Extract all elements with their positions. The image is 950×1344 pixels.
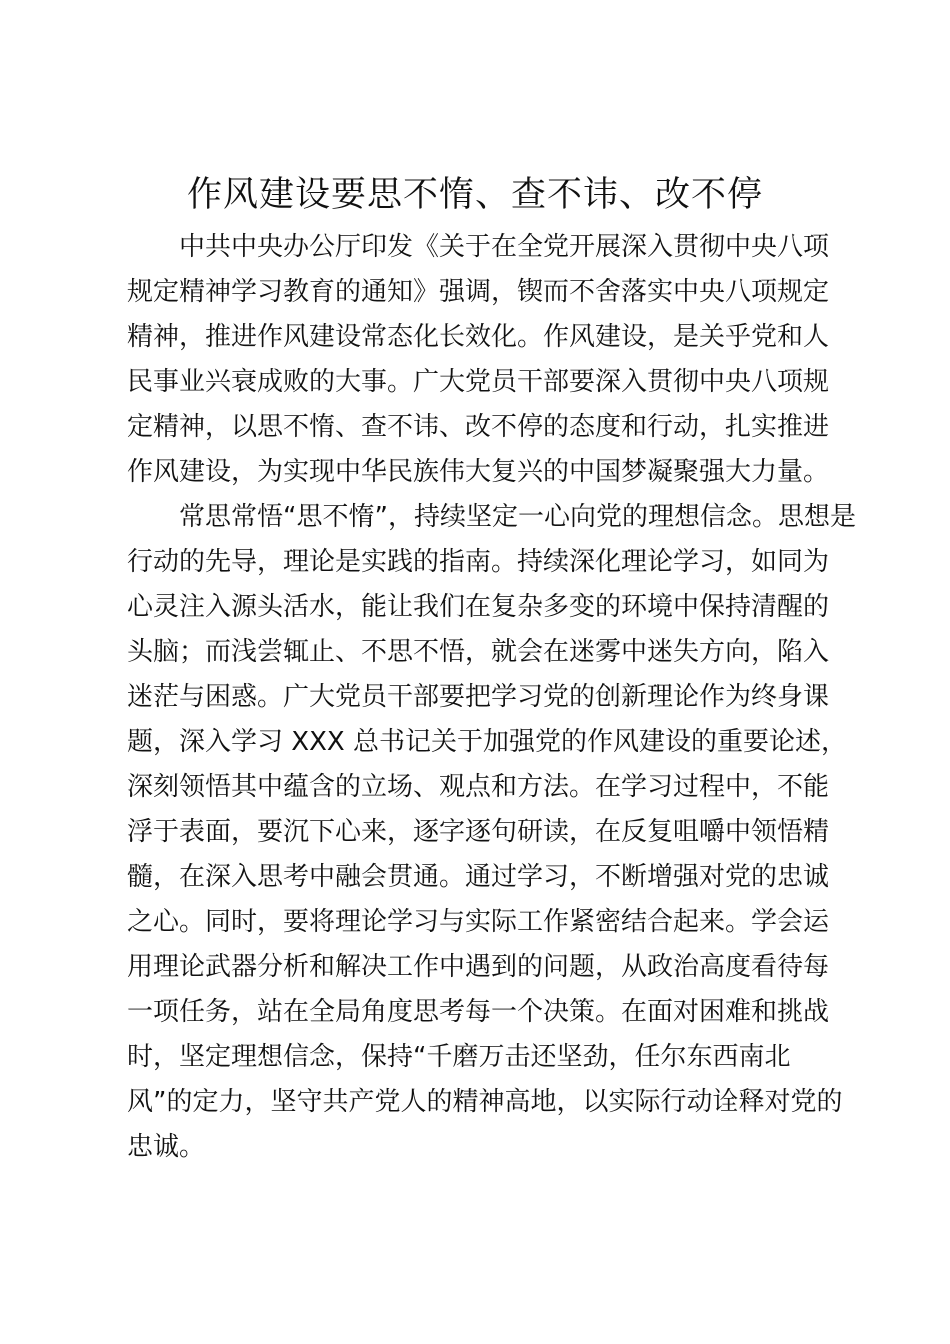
paragraph-line: 民事业兴衰成败的大事。广大党员干部要深入贯彻中央八项规 <box>127 367 830 397</box>
paragraph-line: 时，坚定理想信念，保持“千磨万击还坚劲，任尔东西南北 <box>127 1042 791 1072</box>
paragraph-2 <box>127 495 856 1170</box>
paragraph-1 <box>127 225 832 495</box>
paragraph-line: 作风建设，为实现中华民族伟大复兴的中国梦凝聚强大力量。 <box>127 457 830 487</box>
paragraph-line: 髓，在深入思考中融会贯通。通过学习，不断增强对党的忠诚 <box>127 862 830 892</box>
document-body <box>127 225 856 1170</box>
paragraph-line: 常思常悟“思不惰”，持续坚定一心向党的理想信念。思想是 <box>179 502 856 532</box>
paragraph-line: 风”的定力，坚守共产党人的精神高地，以实际行动诠释对党的 <box>127 1087 843 1117</box>
paragraph-line: 定精神，以思不惰、查不讳、改不停的态度和行动，扎实推进 <box>127 412 830 442</box>
paragraph-line: 中共中央办公厅印发《关于在全党开展深入贯彻中央八项 <box>179 232 830 262</box>
paragraph-line: 一项任务，站在全局角度思考每一个决策。在面对困难和挑战 <box>127 997 830 1027</box>
paragraph-line: 规定精神学习教育的通知》强调，锲而不舍落实中央八项规定 <box>127 277 830 307</box>
paragraph-line: 之心。同时，要将理论学习与实际工作紧密结合起来。学会运 <box>127 907 830 937</box>
paragraph-line: 忠诚。 <box>127 1132 206 1162</box>
paragraph-line: 浮于表面，要沉下心来，逐字逐句研读，在反复咀嚼中领悟精 <box>127 817 830 847</box>
document-title: 作风建设要思不惰、查不讳、改不停 <box>186 175 763 215</box>
paragraph-line: 深刻领悟其中蕴含的立场、观点和方法。在学习过程中，不能 <box>127 772 830 802</box>
paragraph-line: 头脑；而浅尝辄止、不思不悟，就会在迷雾中迷失方向，陷入 <box>127 637 830 667</box>
paragraph-line: 心灵注入源头活水，能让我们在复杂多变的环境中保持清醒的 <box>127 592 830 622</box>
paragraph-line: 用理论武器分析和解决工作中遇到的问题，从政治高度看待每 <box>127 952 830 982</box>
paragraph-line: 迷茫与困惑。广大党员干部要把学习党的创新理论作为终身课 <box>127 682 830 712</box>
paragraph-line: 精神，推进作风建设常态化长效化。作风建设，是关乎党和人 <box>127 322 830 352</box>
paragraph-line: 题，深入学习 XXX 总书记关于加强党的作风建设的重要论述， <box>127 727 847 757</box>
paragraph-line: 行动的先导，理论是实践的指南。持续深化理论学习，如同为 <box>127 547 830 577</box>
